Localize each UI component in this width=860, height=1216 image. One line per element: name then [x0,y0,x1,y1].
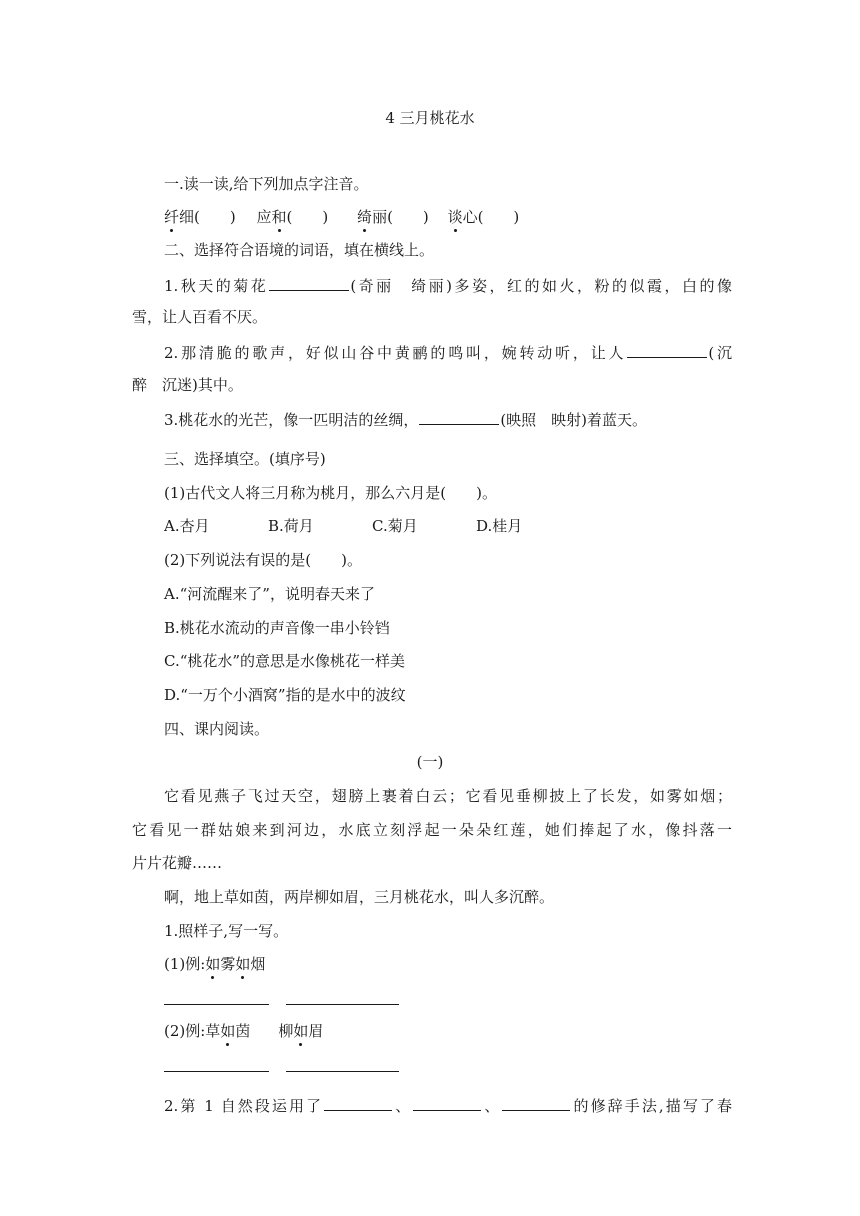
pinyin-item-3: 绮丽( ) [357,208,429,226]
option-c: C.菊月 [372,517,418,535]
section2-heading: 二、选择符合语境的词语，填在横线上。 [164,241,435,259]
dotted-char: 和 [271,208,287,226]
answer-blank[interactable] [269,274,349,291]
s2-question-2: 2.那清脆的歌声，好似山谷中黄鹂的鸣叫，婉转动听，让人 (沉 [164,341,732,363]
pinyin-item-1: 纤细( ) [164,208,236,226]
answer-line[interactable] [286,1071,399,1072]
answer-line[interactable] [164,1071,269,1072]
passage-line: 片片花瓣…… [132,854,223,872]
option-c: C.“桃花水”的意思是水像桃花一样美 [164,652,406,670]
section1-heading: 一.读一读,给下列加点字注音。 [164,175,369,193]
option-a: A.“河流醒来了”，说明春天来了 [164,585,375,603]
s2-question-1-cont: 雪，让人百看不厌。 [132,308,268,326]
answer-line[interactable] [164,1004,269,1005]
s3-question-2: (2)下列说法有误的是( )。 [164,551,362,569]
pinyin-item-4: 谈心( ) [447,208,520,226]
pinyin-items [164,207,732,229]
section3-heading: 三、选择填空。(填序号) [164,450,326,468]
s2-question-2-cont: 醉 沉迷)其中。 [132,376,243,394]
example-2: (2)例:草如茵 柳如眉 [164,1022,324,1040]
dotted-char: 谈 [447,208,463,226]
passage-line: 啊，地上草如茵，两岸柳如眉，三月桃花水，叫人多沉醉。 [164,888,555,906]
pinyin-item-2: 应和( ) [256,208,329,226]
answer-blank[interactable] [324,1094,392,1111]
passage-part-label: (一) [416,753,444,771]
s2-question-1: 1.秋天的菊花 (奇丽 绮丽)多姿，红的如火，粉的似霞，白的像 [164,274,732,296]
dotted-char: 如 [220,1022,236,1040]
s4-question-2: 2.第 1 自然段运用了 、 、 的修辞手法,描写了春 [164,1094,732,1116]
dotted-char: 纤 [164,208,180,226]
dotted-char: 如 [235,955,251,973]
answer-blank[interactable] [627,341,707,358]
section4-heading: 四、课内阅读。 [164,720,270,738]
option-d: D.桂月 [476,517,523,535]
answer-blank[interactable] [419,408,499,425]
s2-question-3: 3.桃花水的光芒，像一匹明洁的丝绸， (映照 映射)着蓝天。 [164,408,732,430]
dotted-char: 绮 [357,208,373,226]
page-title: 4 三月桃花水 [385,109,475,127]
option-d: D.“一万个小酒窝”指的是水中的波纹 [164,686,406,704]
answer-line[interactable] [286,1004,399,1005]
s3-question-1: (1)古代文人将三月称为桃月，那么六月是( )。 [164,484,497,502]
s4-question-1: 1.照样子,写一写。 [164,922,289,940]
passage-line: 它看见燕子飞过天空，翅膀上裹着白云；它看见垂柳披上了长发，如雾如烟； [164,787,732,805]
option-b: B.桃花水流动的声音像一串小铃铛 [164,619,390,637]
dotted-char: 如 [205,955,221,973]
example-1: (1)例:如雾如烟 [164,955,266,973]
answer-blank[interactable] [502,1094,570,1111]
dotted-char: 如 [293,1022,309,1040]
option-a: A.杏月 [164,517,210,535]
option-b: B.荷月 [268,517,314,535]
answer-blank[interactable] [413,1094,481,1111]
s3-q1-options [164,516,732,538]
passage-line: 它看见一群姑娘来到河边，水底立刻浮起一朵朵红莲，她们捧起了水，像抖落一 [132,821,732,839]
